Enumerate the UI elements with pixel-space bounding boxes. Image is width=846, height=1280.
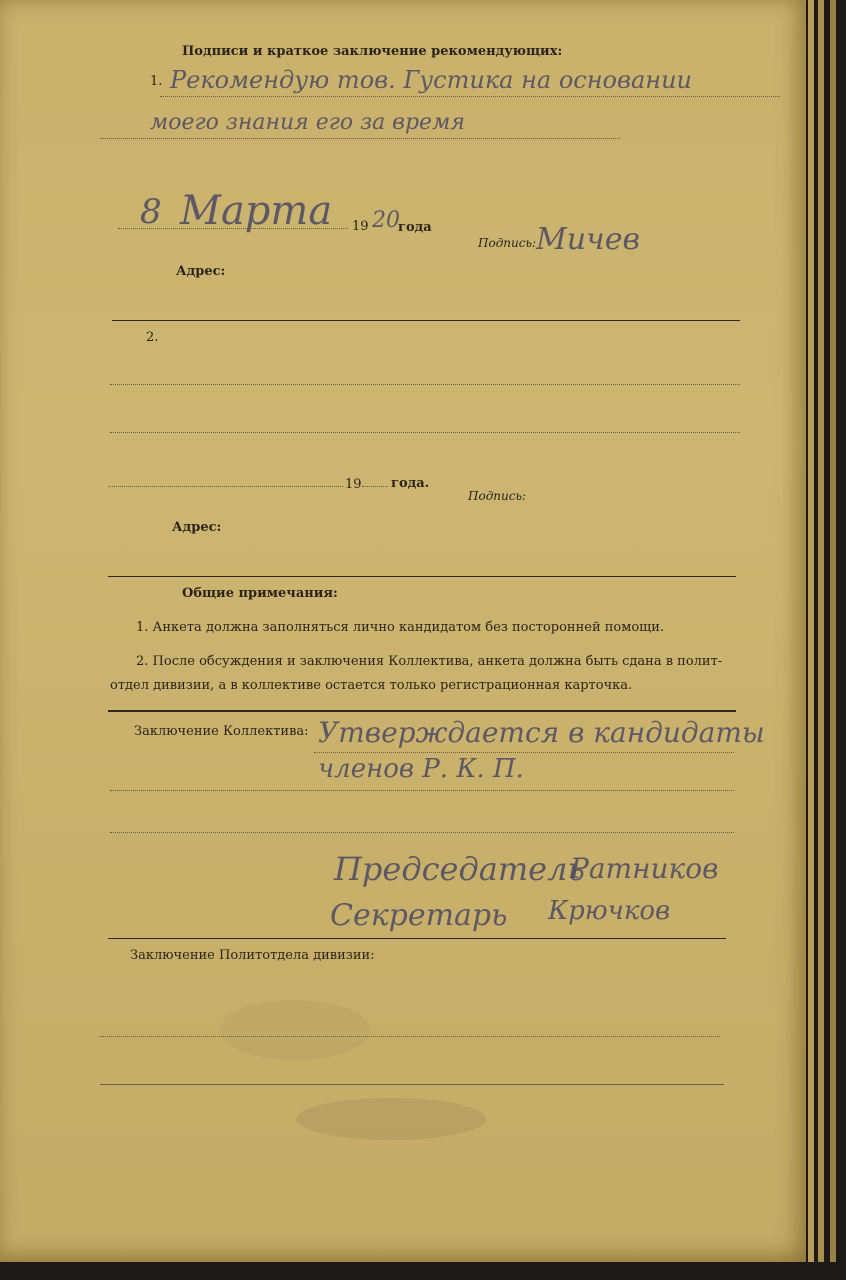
note-item: отдел дивизии, а в коллективе остается только регистрационная карточка.: [110, 678, 633, 693]
separator-line: [108, 576, 736, 577]
section-heading: Подписи и краткое заключение рекомендующих:: [182, 44, 563, 59]
handwritten-signature: Мичев: [536, 222, 640, 257]
signature-label: Подпись:: [468, 489, 527, 503]
address-label: Адрес:: [176, 264, 226, 279]
page-edge: [830, 0, 836, 1262]
date-dotted-line: [118, 228, 348, 229]
politotdel-label: Заключение Политотдела дивизии:: [130, 948, 375, 963]
separator-line: [100, 1084, 724, 1085]
handwritten-recommendation: моего знания его за время: [150, 110, 465, 135]
note-item: 2. После обсуждения и заключения Коллектива, анкета должна быть сдана в полит-: [136, 654, 723, 669]
notes-title: Общие примечания:: [182, 586, 338, 601]
dotted-line: [110, 384, 740, 385]
page-edge: [818, 0, 824, 1262]
separator-line: [108, 938, 726, 939]
dotted-line: [110, 432, 740, 433]
signature-label: Подпись:: [478, 236, 537, 250]
handwritten-month: Марта: [180, 188, 333, 234]
separator-line: [112, 320, 740, 321]
dotted-line: [110, 832, 734, 833]
dotted-line: [160, 96, 780, 97]
dotted-line: [100, 1036, 720, 1037]
year-prefix: 19: [352, 219, 369, 234]
note-item: 1. Анкета должна заполняться лично кандидатом без посторонней помощи.: [136, 620, 665, 635]
year-dotted-line: [362, 486, 388, 487]
handwritten-decision: Утверждается в кандидаты: [318, 716, 765, 749]
handwritten-recommendation: Рекомендую тов. Густика на основании: [170, 66, 692, 94]
handwritten-year: 20: [372, 208, 400, 233]
handwritten-day: 8: [140, 192, 162, 232]
faded-stamp: [296, 1098, 486, 1140]
year-word: года.: [391, 476, 430, 491]
year-word: года: [398, 220, 432, 235]
recommender-number: 2.: [146, 330, 159, 345]
separator-line: [108, 710, 736, 712]
chairman-signature: Ратников: [570, 852, 719, 885]
secretary-signature: Крючков: [548, 896, 671, 926]
dotted-line: [314, 752, 734, 753]
address-label: Адрес:: [172, 520, 222, 535]
date-dotted-line: [108, 486, 343, 487]
stain: [220, 1000, 370, 1060]
recommender-number: 1.: [150, 74, 163, 89]
handwritten-secretary: Секретарь: [330, 898, 508, 933]
collective-label: Заключение Коллектива:: [134, 724, 309, 739]
handwritten-decision: членов Р. К. П.: [318, 754, 524, 784]
dotted-line: [110, 790, 734, 791]
handwritten-chairman: Председатель: [334, 850, 585, 888]
page-edge: [808, 0, 814, 1262]
year-prefix: 19: [345, 477, 362, 492]
dotted-line: [100, 138, 620, 139]
